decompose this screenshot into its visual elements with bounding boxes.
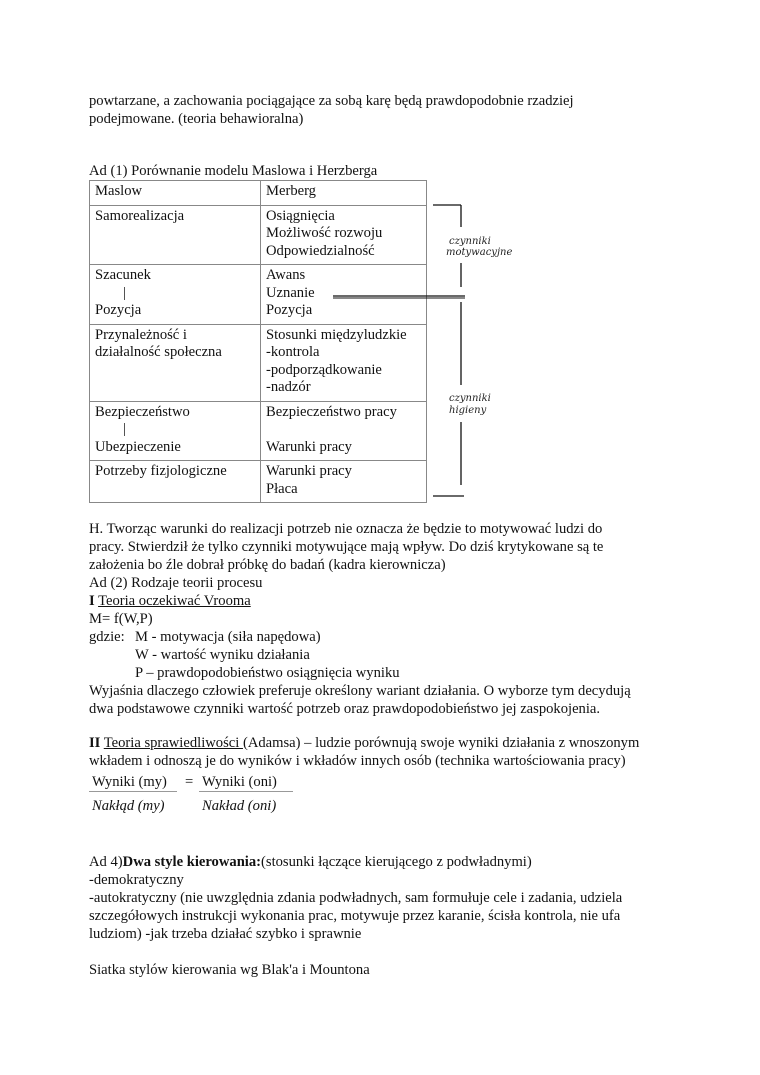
table-cell: Awans Uznanie Pozycja <box>261 265 427 325</box>
header-maslow: Maslow <box>90 181 261 206</box>
definition-w: W - wartość wyniku działania <box>135 647 310 663</box>
definition-p: P – prawdopodobieństwo osiągnięcia wyniku <box>135 665 400 681</box>
styles-heading <box>89 853 532 871</box>
header-herzberg: Merberg <box>261 181 427 206</box>
vroom-formula: M= f(W,P) <box>89 611 153 627</box>
table-cell: Warunki pracy Płaca <box>261 461 427 503</box>
annotation-hyg-2: higieny <box>449 405 487 416</box>
table-cell: Przynależność i działalność społeczna <box>90 324 261 401</box>
denominator-oni: Nakład (oni) <box>202 798 277 814</box>
equity-rest: (Adamsa) – ludzie porównują swoje wyniki działania z wnoszonym <box>242 735 640 751</box>
style-autocratic-3: ludziom) -jak trzeba działać szybko i sprawnie <box>89 926 362 942</box>
definition-m: M - motywacja (siła napędowa) <box>135 629 321 645</box>
table-cell: Osiągnięcia Możliwość rozwoju Odpowiedzialność <box>261 205 427 265</box>
process-heading: Ad (2) Rodzaje teorii procesu <box>89 575 263 591</box>
table-cell: Bezpieczeństwo pracy Warunki pracy <box>261 401 427 461</box>
table-cell: Potrzeby fizjologiczne <box>90 461 261 503</box>
table-cell: Stosunki międzyludzkie -kontrola -podporządkowanie -nadzór <box>261 324 427 401</box>
styles-rest: (stosunki łączące kierującego z podwładnymi) <box>261 854 532 870</box>
equity-line-2: wkładem i odnoszą je do wyników i wkładów innych osób (technika wartościowania pracy) <box>89 753 626 769</box>
table-cell: Bezpieczeństwo | Ubezpieczenie <box>90 401 261 461</box>
equity-title: Teoria sprawiedliwości <box>103 735 243 751</box>
numerator-my: Wyniki (my) <box>92 774 167 790</box>
annotation-hyg-1: czynniki <box>449 393 491 404</box>
vroom-explanation-1: Wyjaśnia dlaczego człowiek preferuje określony wariant działania. O wyborze tym decydują <box>89 683 631 699</box>
annotation-motiv-2: motywacyjne <box>446 247 513 258</box>
style-democratic: -demokratyczny <box>89 872 184 888</box>
herzberg-line-1: H. Tworząc warunki do realizacji potrzeb nie oznacza że będzie to motywować ludzi do <box>89 521 603 537</box>
table-cell: Szacunek | Pozycja <box>90 265 261 325</box>
denominator-my: Nakłąd (my) <box>92 798 165 814</box>
numerator-oni: Wyniki (oni) <box>202 774 277 790</box>
intro-line-2: podejmowane. (teoria behawioralna) <box>89 111 304 127</box>
equity-line-1 <box>89 734 639 752</box>
vroom-title-line <box>89 592 251 610</box>
grid-heading: Siatka stylów kierowania wg Blak'a i Mountona <box>89 962 370 978</box>
equity-number: II <box>89 735 101 751</box>
fraction-bar-my <box>89 791 177 792</box>
fraction-my <box>89 773 177 815</box>
theory-number: I <box>89 593 95 609</box>
styles-prefix: Ad 4) <box>89 854 123 870</box>
fraction-oni <box>199 773 293 815</box>
table-cell: Samorealizacja <box>90 205 261 265</box>
herzberg-line-2: pracy. Stwierdził że tylko czynniki motywujące mają wpływ. Do dziś krytykowane są te <box>89 539 604 555</box>
styles-bold: Dwa style kierowania: <box>122 854 262 870</box>
table-caption: Ad (1) Porównanie modelu Maslowa i Herzberga <box>89 163 378 179</box>
herzberg-line-3: założenia bo źle dobrał próbkę do badań (kadra kierownicza) <box>89 557 446 573</box>
annotation-motiv-1: czynniki <box>449 236 491 247</box>
fraction-bar-oni <box>199 791 293 792</box>
where-label: gdzie: <box>89 629 125 645</box>
vroom-explanation-2: dwa podstawowe czynniki wartość potrzeb oraz prawdopodobieństwo jej zaspokojenia. <box>89 701 601 717</box>
vroom-title: Teoria oczekiwać Vrooma <box>98 593 251 609</box>
style-autocratic-1: -autokratyczny (nie uwzględnia zdania podwładnych, sam formułuje cele i zadania, udziela <box>89 890 623 906</box>
equals-sign: = <box>185 774 194 790</box>
style-autocratic-2: szczegółowych instrukcji wykonania prac, motywuje przez karanie, ścisła kontrola, nie ufa <box>89 908 621 924</box>
intro-line-1: powtarzane, a zachowania pociągające za sobą karę będą prawdopodobnie rzadziej <box>89 93 574 109</box>
